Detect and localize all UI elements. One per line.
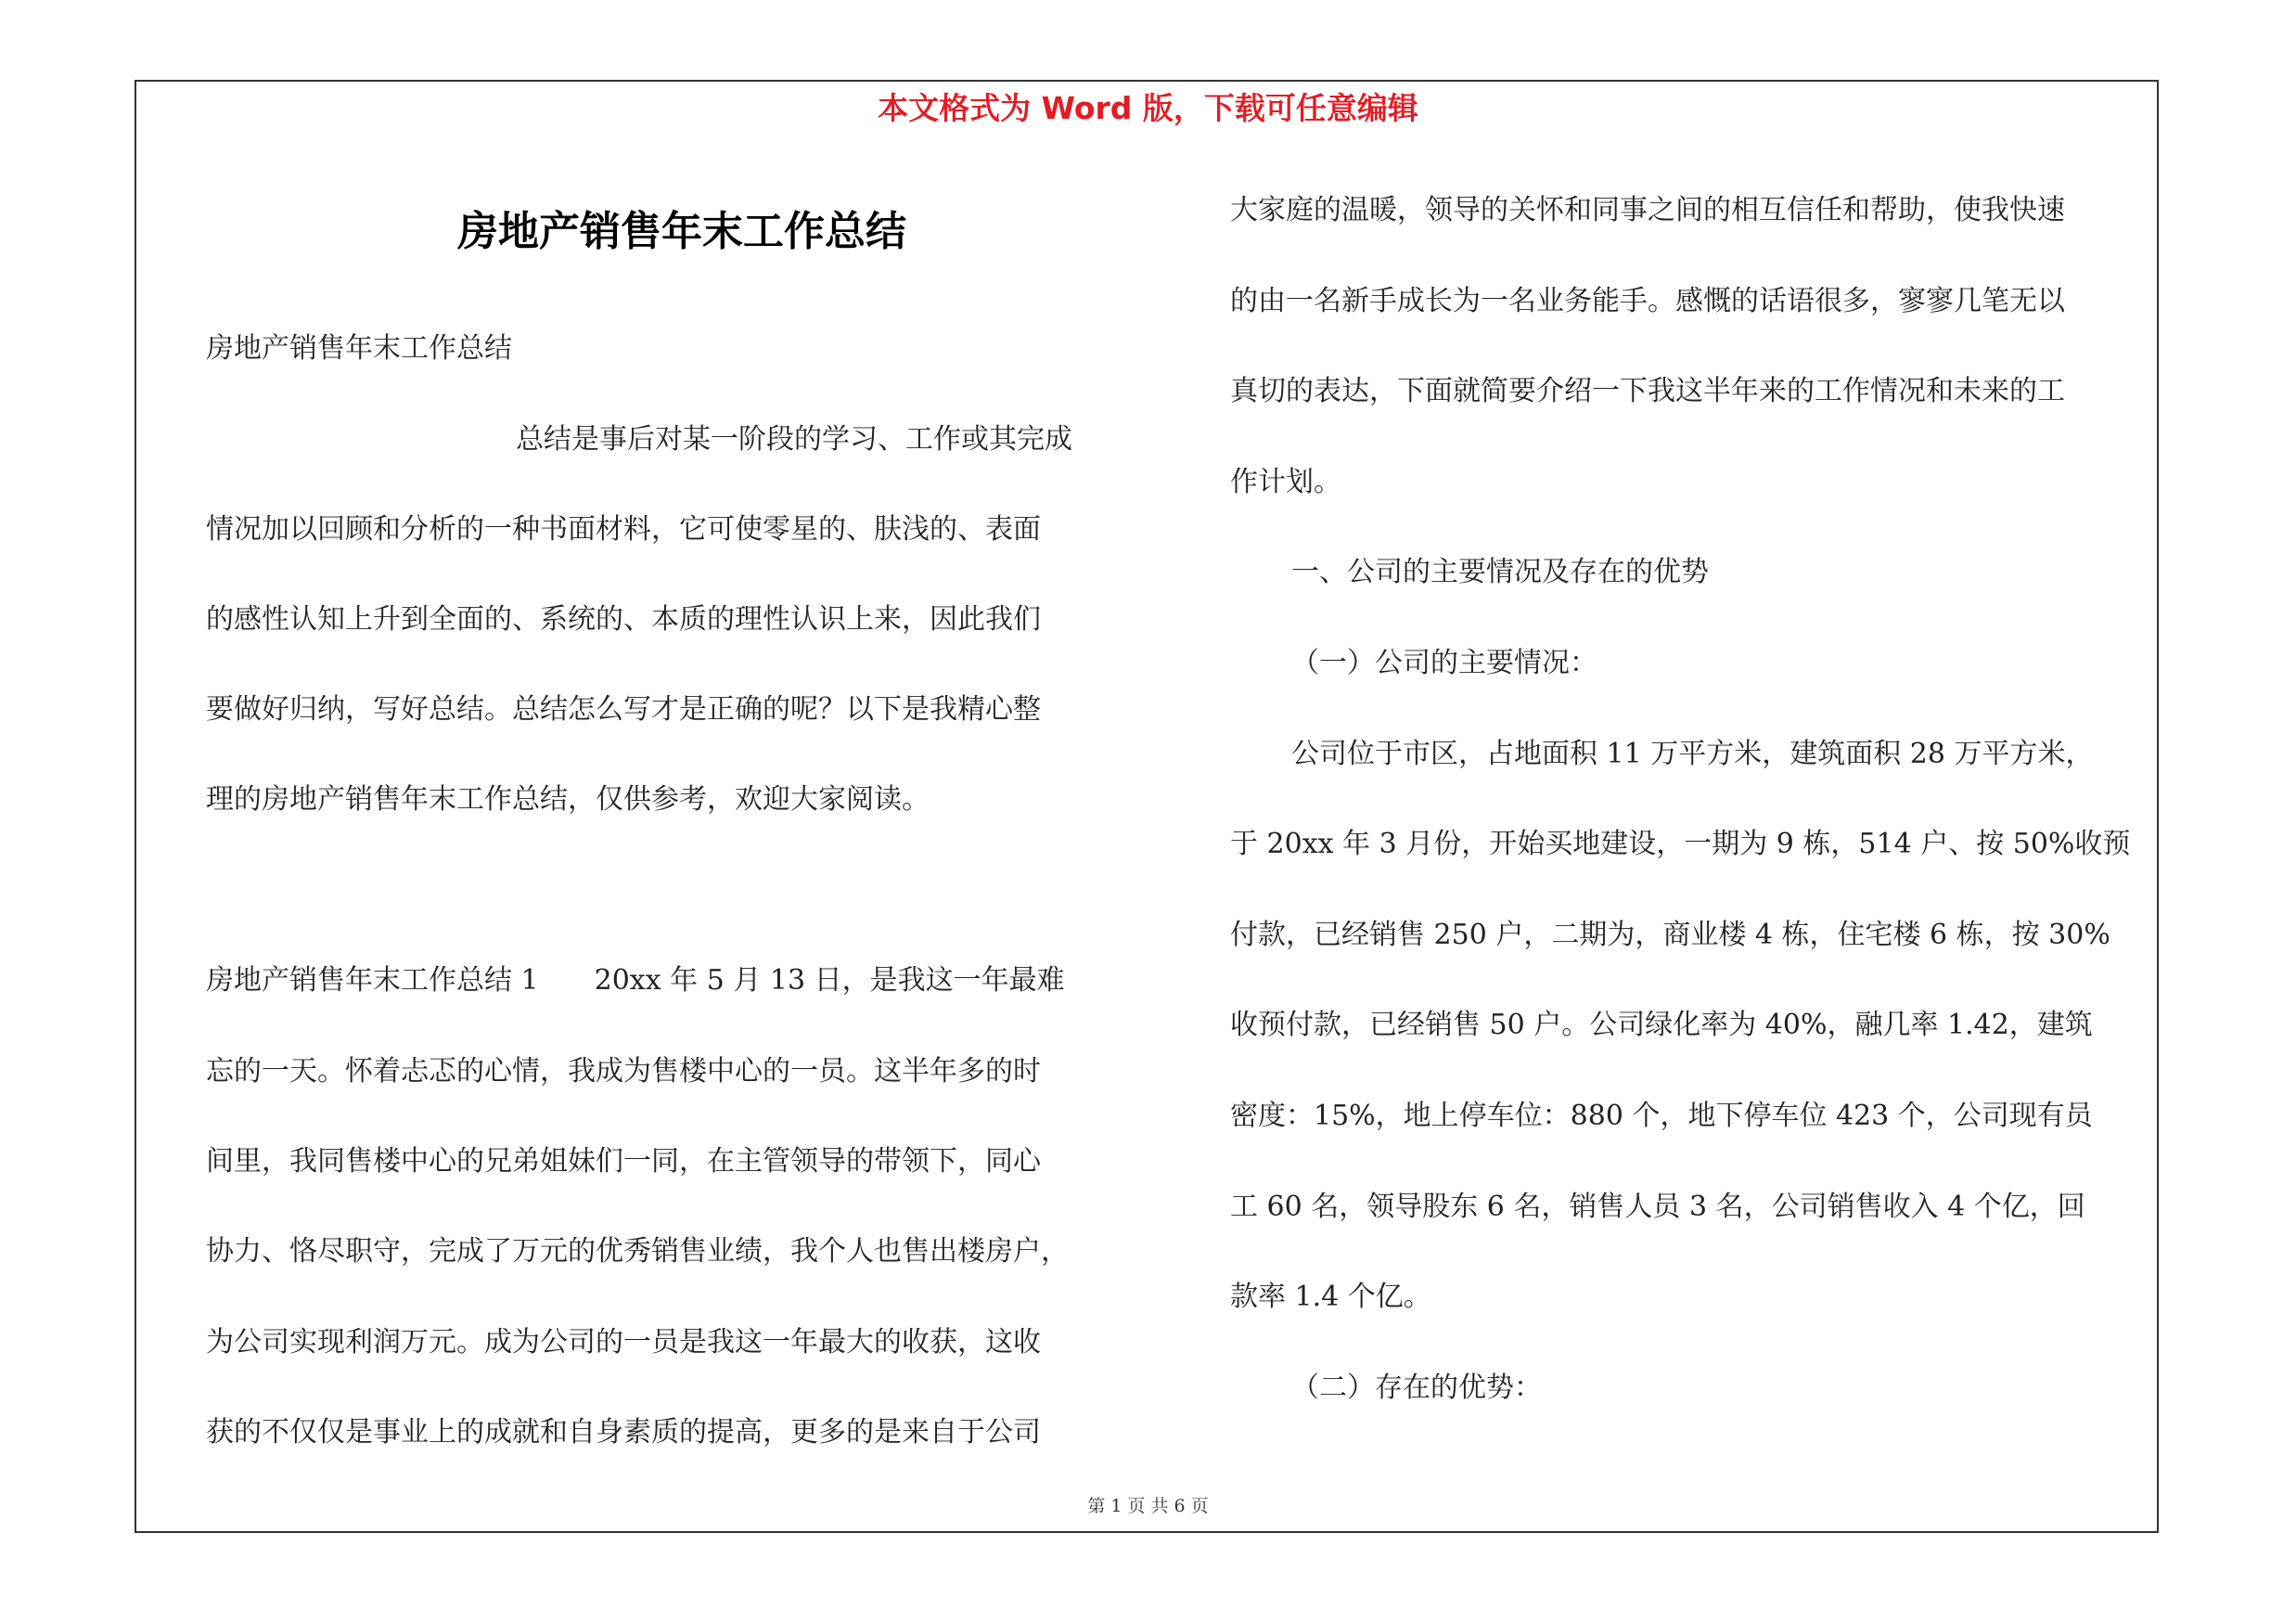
left-subtitle: 房地产销售年末工作总结 — [206, 332, 512, 365]
section-heading: 一、公司的主要情况及存在的优势 — [1291, 556, 1709, 588]
right-line: 公司位于市区，占地面积 11 万平方米，建筑面积 28 万平方米， — [1291, 738, 2094, 770]
right-line: 款率 1.4 个亿。 — [1230, 1281, 1431, 1313]
right-line: 付款，已经销售 250 户，二期为，商业楼 4 栋，住宅楼 6 栋，按 30% — [1230, 919, 2110, 951]
section1-line: 房地产销售年末工作总结 1 20xx 年 5 月 13 日，是我这一年最难 — [206, 964, 1065, 997]
section1-line: 为公司实现利润万元。成为公司的一员是我这一年最大的收获，这收 — [206, 1326, 1041, 1359]
right-line: 的由一名新手成长为一名业务能手。感慨的话语很多，寥寥几笔无以 — [1230, 285, 2065, 317]
right-line: 收预付款，已经销售 50 户。公司绿化率为 40%，融几率 1.42，建筑 — [1230, 1009, 2093, 1041]
subsection-heading: （二）存在的优势： — [1291, 1372, 1542, 1404]
section1-line: 协力、恪尽职守，完成了万元的优秀销售业绩，我个人也售出楼房户， — [206, 1235, 1069, 1268]
right-line: 工 60 名，领导股东 6 名，销售人员 3 名，公司销售收入 4 个亿，回 — [1230, 1191, 2085, 1223]
right-line: 大家庭的温暖，领导的关怀和同事之间的相互信任和帮助，使我快速 — [1230, 194, 2065, 226]
subsection-heading: （一）公司的主要情况： — [1291, 647, 1597, 679]
format-banner: 本文格式为 Word 版，下载可任意编辑 — [878, 90, 1418, 126]
intro-line: 的感性认知上升到全面的、系统的、本质的理性认识上来，因此我们 — [206, 603, 1041, 636]
section1-line: 获的不仅仅是事业上的成就和自身素质的提高，更多的是来自于公司 — [206, 1416, 1041, 1449]
right-line: 密度：15%，地上停车位：880 个，地下停车位 423 个，公司现有员 — [1230, 1100, 2093, 1132]
right-line: 作计划。 — [1230, 466, 1341, 498]
right-line: 于 20xx 年 3 月份，开始买地建设，一期为 9 栋，514 户、按 50%收预 — [1230, 828, 2131, 860]
intro-line: 理的房地产销售年末工作总结，仅供参考，欢迎大家阅读。 — [206, 783, 930, 816]
page-number-footer: 第 1 页 共 6 页 — [1087, 1496, 1209, 1516]
intro-line: 要做好归纳，写好总结。总结怎么写才是正确的呢？以下是我精心整 — [206, 693, 1041, 726]
section1-line: 间里，我同售楼中心的兄弟姐妹们一同，在主管领导的带领下，同心 — [206, 1145, 1041, 1178]
section1-line: 忘的一天。怀着忐忑的心情，我成为售楼中心的一员。这半年多的时 — [206, 1055, 1041, 1088]
intro-line: 总结是事后对某一阶段的学习、工作或其完成 — [516, 423, 1072, 456]
document-title: 房地产销售年末工作总结 — [457, 208, 906, 255]
intro-line: 情况加以回顾和分析的一种书面材料，它可使零星的、肤浅的、表面 — [206, 513, 1041, 546]
right-line: 真切的表达，下面就简要介绍一下我这半年来的工作情况和未来的工 — [1230, 375, 2065, 407]
